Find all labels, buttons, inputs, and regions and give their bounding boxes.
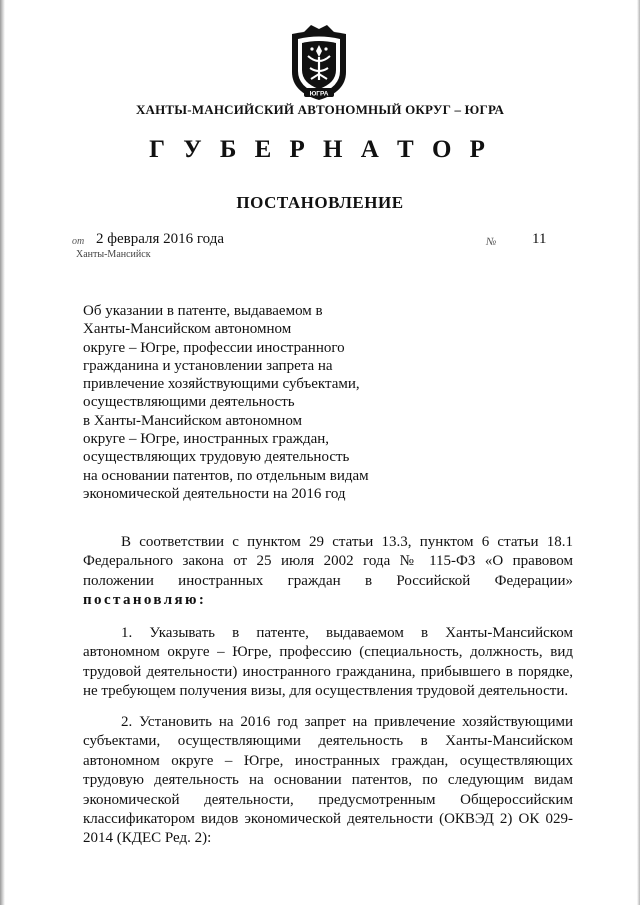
decree-word: постановляю: [83,592,207,609]
heading-line: Об указании в патенте, выдаваемом в [83,303,323,319]
heading-line: привлечение хозяйствующими субъектами, [83,376,360,393]
heading-line: экономической деятельности на 2016 год [83,485,346,502]
heading-line: округе – Югре, профессии иностранного [83,339,345,356]
document-type: ПОСТАНОВЛЕНИЕ [236,193,404,212]
item-2-paragraph: 2. Установить на 2016 год запрет на привлечение хозяйствующими субъектами, осуществляющими деятельность в Ханты-Мансийском автономном округе – Югре, иностранных граждан, осуществляющих трудовую деятельность на основании патентов, по следующим видам экономической деятельности, предусмотренным Общероссийским классификатором видов экономической деятельности (ОКВЭД 2) ОК 029-2014 (КДЕС Ред. 2): [83,714,573,847]
document-number: 11 [532,231,547,247]
preamble-paragraph [83,533,573,611]
emblem-ribbon-text: ЮГРА [309,90,329,98]
heading-line: на основании патентов, по отдельным видам [83,467,369,484]
date-prefix: от [72,236,85,247]
preamble-text: В соответствии с пунктом 29 статьи 13.3, пунктом 6 статьи 18.1 Федерального закона от 25 июля 2002 года № 115-ФЗ «О правовом положении иностранных граждан в Российской Федерации» [83,534,573,589]
document-issuer-title: Г У Б Е Р Н А Т О Р [149,136,491,163]
heading-line: осуществляющими деятельность [83,394,295,411]
heading-line: округе – Югре, иностранных граждан, [83,431,330,448]
issue-city: Ханты-Мансийск [76,249,151,260]
organization-name: ХАНТЫ-МАНСИЙСКИЙ АВТОНОМНЫЙ ОКРУГ – ЮГРА [135,102,505,117]
document-heading [83,302,403,503]
item-1-paragraph: 1. Указывать в патенте, выдаваемом в Ханты-Мансийском автономном округе – Югре, профессию (специальность, должность, вид трудовой деятельности) иностранного гражданина, прибывшего в порядке, не требующем получения визы, для осуществления трудовой деятельности. [83,625,573,700]
heading-line: в Ханты-Мансийском автономном [83,412,303,429]
heading-line: гражданина и установлении запрета на [83,357,333,374]
coat-of-arms-icon [284,20,354,102]
document-date: 2 февраля 2016 года [96,231,225,247]
number-sign: № [486,236,497,248]
heading-line: осуществляющих трудовую деятельность [83,449,350,466]
heading-line: Ханты-Мансийском автономном [83,321,292,338]
